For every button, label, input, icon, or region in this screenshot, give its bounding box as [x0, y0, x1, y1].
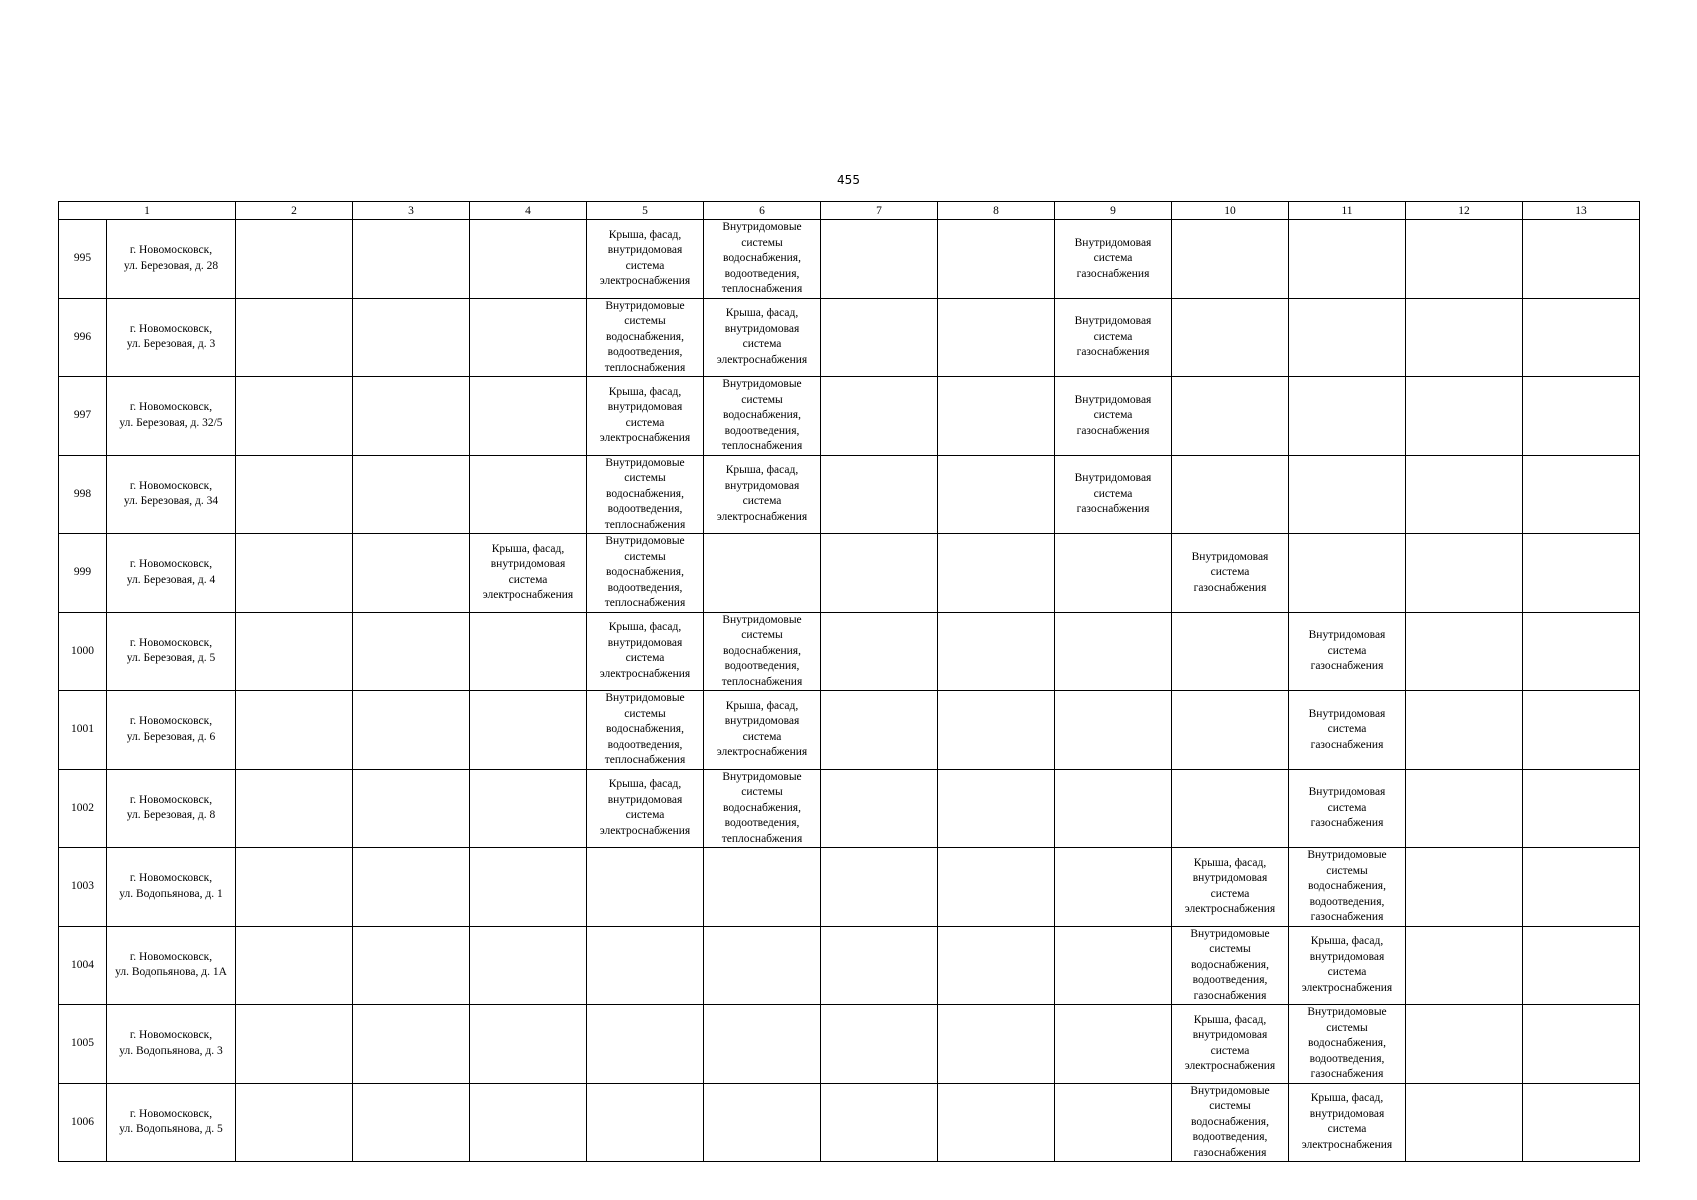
address-text: г. Новомосковск, ул. Березовая, д. 34: [123, 479, 219, 508]
work-type-cell: [470, 298, 587, 377]
row-number-cell: 996: [59, 298, 107, 377]
work-type-cell: [1406, 848, 1523, 927]
work-type-cell: [1406, 534, 1523, 613]
work-type-cell: [236, 769, 353, 848]
column-header: 6: [704, 202, 821, 220]
work-type-cell: [704, 455, 821, 534]
work-type-cell: [1172, 534, 1289, 613]
work-type-cell: [353, 220, 470, 299]
work-type-cell: [1523, 1083, 1640, 1162]
work-type-cell: [704, 534, 821, 613]
work-type-cell: [704, 1083, 821, 1162]
work-type-cell: [1406, 220, 1523, 299]
work-type-cell: [587, 691, 704, 770]
table-row: [59, 612, 1640, 691]
work-type-cell: [704, 220, 821, 299]
address-text: г. Новомосковск, ул. Водопьянова, д. 3: [119, 1029, 223, 1057]
address-cell: [107, 612, 236, 691]
work-type-cell: [1172, 691, 1289, 770]
work-type-text: Внутридомовые системы водоснабжения, водоотведения, теплоснабжения: [604, 299, 686, 374]
work-type-cell: [587, 769, 704, 848]
work-type-cell: [1172, 1005, 1289, 1084]
work-type-text: Внутридомовые системы водоснабжения, водоотведения, теплоснабжения: [721, 613, 803, 688]
column-header: 4: [470, 202, 587, 220]
work-type-cell: [353, 377, 470, 456]
work-type-cell: [704, 1005, 821, 1084]
column-header: 7: [821, 202, 938, 220]
work-type-cell: [587, 455, 704, 534]
table-row: [59, 455, 1640, 534]
work-type-cell: [470, 455, 587, 534]
work-type-cell: [1172, 769, 1289, 848]
work-type-cell: [1172, 298, 1289, 377]
address-text: г. Новомосковск, ул. Березовая, д. 6: [126, 715, 216, 743]
work-type-cell: [1523, 691, 1640, 770]
work-type-cell: [1523, 926, 1640, 1005]
address-text: г. Новомосковск, ул. Березовая, д. 5: [126, 636, 216, 665]
work-type-cell: [1172, 926, 1289, 1005]
address-cell: [107, 377, 236, 456]
work-type-cell: [353, 691, 470, 770]
address-cell: [107, 455, 236, 534]
address-cell: [107, 534, 236, 613]
work-type-text: Внутридомовые системы водоснабжения, водоотведения, теплоснабжения: [604, 456, 686, 531]
work-type-cell: [1406, 1083, 1523, 1162]
column-header: 5: [587, 202, 704, 220]
work-type-cell: [1289, 298, 1406, 377]
table-row: [59, 1005, 1640, 1084]
address-cell: [107, 298, 236, 377]
work-type-text: Внутридомовая система газоснабжения: [1308, 786, 1386, 829]
address-cell: [107, 1005, 236, 1084]
address-text: г. Новомосковск, ул. Водопьянова, д. 1: [119, 872, 223, 900]
work-type-cell: [587, 534, 704, 613]
row-number-cell: 1003: [59, 848, 107, 927]
work-type-cell: [1406, 1005, 1523, 1084]
address-text: г. Новомосковск, ул. Березовая, д. 3: [126, 322, 216, 351]
work-type-text: Внутридомовая система газоснабжения: [1074, 393, 1152, 437]
work-type-cell: [470, 377, 587, 456]
work-type-cell: [821, 1005, 938, 1084]
work-type-cell: [1523, 377, 1640, 456]
work-type-text: Внутридомовая система газоснабжения: [1074, 315, 1152, 358]
work-type-text: Крыша, фасад, внутридомовая система электроснабжения: [716, 307, 808, 366]
work-type-cell: [821, 769, 938, 848]
work-type-cell: [1406, 377, 1523, 456]
work-type-cell: [1055, 298, 1172, 377]
work-type-cell: [470, 534, 587, 613]
work-type-text: Внутридомовые системы водоснабжения, водоотведения, теплоснабжения: [721, 378, 803, 452]
work-type-cell: [704, 298, 821, 377]
column-header: 8: [938, 202, 1055, 220]
address-text: г. Новомосковск, ул. Березовая, д. 8: [126, 793, 216, 822]
work-type-text: Крыша, фасад, внутридомовая система электроснабжения: [599, 228, 691, 288]
address-text: г. Новомосковск, ул. Водопьянова, д. 1А: [115, 950, 227, 979]
row-number-cell: 1006: [59, 1083, 107, 1162]
work-type-cell: [1523, 220, 1640, 299]
work-type-cell: [821, 691, 938, 770]
work-type-text: Внутридомовые системы водоснабжения, водоотведения, газоснабжения: [1190, 1084, 1270, 1159]
row-number-cell: 1000: [59, 612, 107, 691]
work-type-cell: [1055, 691, 1172, 770]
row-number-cell: 995: [59, 220, 107, 299]
work-type-cell: [353, 769, 470, 848]
work-type-cell: [236, 926, 353, 1005]
work-type-cell: [1523, 455, 1640, 534]
address-text: г. Новомосковск, ул. Березовая, д. 32/5: [119, 401, 223, 429]
work-type-cell: [1289, 455, 1406, 534]
work-type-cell: [1055, 769, 1172, 848]
work-type-cell: [821, 612, 938, 691]
work-type-cell: [1055, 612, 1172, 691]
work-type-cell: [938, 1005, 1055, 1084]
address-cell: [107, 769, 236, 848]
table-row: [59, 1083, 1640, 1162]
work-type-cell: [236, 1005, 353, 1084]
work-type-text: Крыша, фасад, внутридомовая система электроснабжения: [1301, 1092, 1393, 1151]
column-numbers-row: [59, 202, 1640, 220]
address-cell: [107, 848, 236, 927]
work-type-cell: [821, 534, 938, 613]
address-cell: [107, 220, 236, 299]
work-type-cell: [938, 298, 1055, 377]
work-type-cell: [236, 1083, 353, 1162]
row-number-cell: 1002: [59, 769, 107, 848]
work-type-text: Внутридомовые системы водоснабжения, водоотведения, газоснабжения: [1190, 927, 1270, 1002]
work-type-cell: [1055, 926, 1172, 1005]
table-row: [59, 691, 1640, 770]
table-row: [59, 298, 1640, 377]
work-type-cell: [1406, 926, 1523, 1005]
work-type-cell: [587, 1005, 704, 1084]
column-header: 12: [1406, 202, 1523, 220]
work-type-cell: [236, 691, 353, 770]
work-type-cell: [1406, 769, 1523, 848]
work-type-cell: [236, 612, 353, 691]
work-type-cell: [1406, 455, 1523, 534]
work-type-cell: [821, 1083, 938, 1162]
work-type-cell: [821, 220, 938, 299]
work-type-cell: [1289, 220, 1406, 299]
table-body: [59, 202, 1640, 1162]
address-cell: [107, 691, 236, 770]
work-type-cell: [1055, 534, 1172, 613]
work-type-cell: [821, 298, 938, 377]
work-type-text: Внутридомовая система газоснабжения: [1308, 629, 1386, 672]
work-type-cell: [1055, 220, 1172, 299]
column-header: 1: [59, 202, 236, 220]
work-type-text: Внутридомовые системы водоснабжения, водоотведения, газоснабжения: [1307, 849, 1387, 923]
work-type-text: Внутридомовая система газоснабжения: [1191, 550, 1269, 594]
table-row: [59, 220, 1640, 299]
row-number-cell: 999: [59, 534, 107, 613]
column-header: 10: [1172, 202, 1289, 220]
work-type-cell: [1523, 848, 1640, 927]
work-type-cell: [1055, 848, 1172, 927]
work-type-cell: [938, 1083, 1055, 1162]
work-type-cell: [353, 848, 470, 927]
work-type-text: Внутридомовые системы водоснабжения, водоотведения, газоснабжения: [1307, 1006, 1387, 1080]
work-type-cell: [704, 691, 821, 770]
address-cell: [107, 926, 236, 1005]
work-type-cell: [704, 769, 821, 848]
work-type-cell: [470, 612, 587, 691]
work-type-text: Внутридомовые системы водоснабжения, водоотведения, теплоснабжения: [721, 770, 803, 845]
repair-schedule-table: [58, 201, 1640, 1162]
work-type-text: Крыша, фасад, внутридомовая система электроснабжения: [1184, 1013, 1276, 1073]
address-text: г. Новомосковск, ул. Березовая, д. 4: [126, 558, 216, 586]
work-type-cell: [938, 691, 1055, 770]
row-number-cell: 998: [59, 455, 107, 534]
work-type-cell: [587, 1083, 704, 1162]
work-type-text: Внутридомовые системы водоснабжения, водоотведения, теплоснабжения: [604, 692, 686, 766]
work-type-cell: [1289, 769, 1406, 848]
work-type-cell: [704, 612, 821, 691]
table-row: [59, 848, 1640, 927]
work-type-cell: [353, 1083, 470, 1162]
column-header: 3: [353, 202, 470, 220]
work-type-cell: [470, 691, 587, 770]
work-type-cell: [1523, 298, 1640, 377]
work-type-cell: [938, 848, 1055, 927]
work-type-cell: [938, 220, 1055, 299]
work-type-cell: [938, 769, 1055, 848]
work-type-cell: [470, 1083, 587, 1162]
work-type-text: Внутридомовая система газоснабжения: [1074, 472, 1152, 515]
work-type-cell: [1055, 1005, 1172, 1084]
column-header: 11: [1289, 202, 1406, 220]
work-type-cell: [821, 848, 938, 927]
work-type-cell: [1406, 298, 1523, 377]
row-number-cell: 997: [59, 377, 107, 456]
work-type-text: Крыша, фасад, внутридомовая система электроснабжения: [1301, 935, 1393, 994]
work-type-cell: [236, 220, 353, 299]
work-type-cell: [1289, 377, 1406, 456]
work-type-cell: [1172, 377, 1289, 456]
work-type-cell: [470, 220, 587, 299]
work-type-text: Крыша, фасад, внутридомовая система электроснабжения: [716, 464, 808, 523]
work-type-cell: [353, 1005, 470, 1084]
work-type-text: Внутридомовые системы водоснабжения, водоотведения, теплоснабжения: [604, 535, 686, 609]
work-type-cell: [470, 926, 587, 1005]
work-type-cell: [938, 534, 1055, 613]
work-type-cell: [1523, 1005, 1640, 1084]
work-type-text: Крыша, фасад, внутридомовая система электроснабжения: [1184, 856, 1276, 916]
work-type-cell: [704, 926, 821, 1005]
work-type-cell: [1289, 848, 1406, 927]
work-type-text: Крыша, фасад, внутридомовая система электроснабжения: [716, 699, 808, 759]
work-type-cell: [938, 926, 1055, 1005]
work-type-cell: [1055, 455, 1172, 534]
work-type-cell: [353, 534, 470, 613]
work-type-cell: [1172, 612, 1289, 691]
work-type-cell: [1289, 1005, 1406, 1084]
work-type-cell: [587, 298, 704, 377]
table-row: [59, 377, 1640, 456]
work-type-cell: [1523, 534, 1640, 613]
column-header: 9: [1055, 202, 1172, 220]
work-type-cell: [938, 377, 1055, 456]
work-type-cell: [1289, 534, 1406, 613]
address-cell: [107, 1083, 236, 1162]
work-type-text: Крыша, фасад, внутридомовая система электроснабжения: [599, 778, 691, 837]
work-type-cell: [704, 848, 821, 927]
work-type-cell: [821, 377, 938, 456]
work-type-cell: [1172, 220, 1289, 299]
work-type-cell: [353, 455, 470, 534]
work-type-cell: [470, 1005, 587, 1084]
work-type-cell: [587, 612, 704, 691]
address-text: г. Новомосковск, ул. Водопьянова, д. 5: [119, 1107, 223, 1136]
work-type-cell: [1055, 1083, 1172, 1162]
work-type-text: Внутридомовая система газоснабжения: [1074, 236, 1152, 280]
work-type-cell: [1289, 691, 1406, 770]
work-type-text: Крыша, фасад, внутридомовая система электроснабжения: [482, 542, 574, 602]
work-type-cell: [821, 455, 938, 534]
row-number-cell: 1001: [59, 691, 107, 770]
work-type-cell: [587, 220, 704, 299]
column-header: 2: [236, 202, 353, 220]
work-type-cell: [236, 848, 353, 927]
work-type-text: Крыша, фасад, внутридомовая система электроснабжения: [599, 621, 691, 680]
work-type-cell: [1055, 377, 1172, 456]
work-type-cell: [1406, 612, 1523, 691]
column-header: 13: [1523, 202, 1640, 220]
work-type-cell: [587, 377, 704, 456]
work-type-text: Внутридомовая система газоснабжения: [1308, 707, 1386, 751]
table-row: [59, 534, 1640, 613]
work-type-cell: [236, 377, 353, 456]
work-type-cell: [587, 926, 704, 1005]
work-type-cell: [704, 377, 821, 456]
table-row: [59, 769, 1640, 848]
work-type-cell: [1172, 455, 1289, 534]
work-type-cell: [353, 298, 470, 377]
work-type-cell: [353, 926, 470, 1005]
work-type-cell: [470, 848, 587, 927]
work-type-cell: [470, 769, 587, 848]
work-type-cell: [236, 534, 353, 613]
work-type-cell: [1172, 1083, 1289, 1162]
work-type-cell: [1289, 926, 1406, 1005]
work-type-cell: [938, 455, 1055, 534]
work-type-cell: [236, 298, 353, 377]
work-type-cell: [587, 848, 704, 927]
work-type-text: Крыша, фасад, внутридомовая система электроснабжения: [599, 385, 691, 445]
work-type-cell: [1289, 612, 1406, 691]
row-number-cell: 1004: [59, 926, 107, 1005]
row-number-cell: 1005: [59, 1005, 107, 1084]
work-type-cell: [353, 612, 470, 691]
work-type-cell: [1289, 1083, 1406, 1162]
table-row: [59, 926, 1640, 1005]
work-type-text: Внутридомовые системы водоснабжения, водоотведения, теплоснабжения: [721, 221, 803, 295]
work-type-cell: [236, 455, 353, 534]
work-type-cell: [1406, 691, 1523, 770]
page-number: 455: [837, 173, 860, 187]
work-type-cell: [1172, 848, 1289, 927]
address-text: г. Новомосковск, ул. Березовая, д. 28: [123, 244, 219, 272]
work-type-cell: [1523, 612, 1640, 691]
work-type-cell: [1523, 769, 1640, 848]
work-type-cell: [938, 612, 1055, 691]
work-type-cell: [821, 926, 938, 1005]
